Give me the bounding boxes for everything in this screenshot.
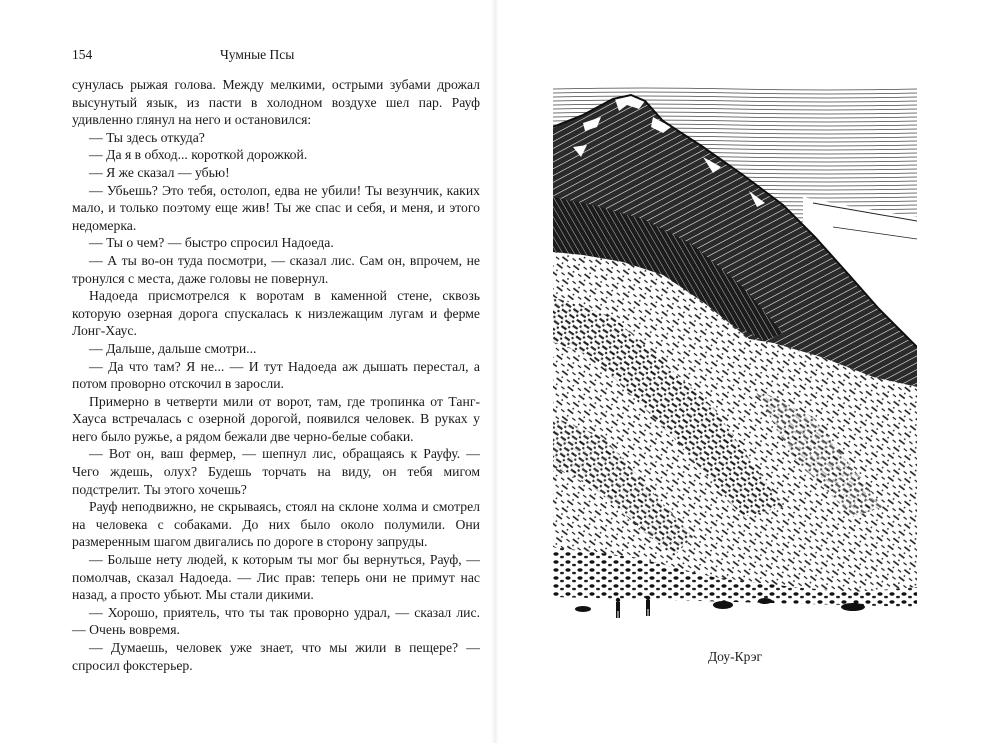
paragraph: — Я же сказал — убью!	[89, 164, 230, 180]
paragraph: — Да что там? Я не... — И тут Надоеда аж дышать перестал, а потом проворно отскочил в заросли.	[72, 358, 480, 392]
page-number: 154	[72, 47, 93, 62]
running-title: Чумные Псы	[220, 47, 295, 62]
paragraph: — Вот он, ваш фермер, — шепнул лис, обращаясь к Рауфу. — Чего ждешь, олух? Будешь торчать на виду, он тебя мигом подстрелит. Ты этого хочешь?	[72, 446, 480, 497]
book-gutter	[491, 0, 499, 743]
paragraph: — Больше нету людей, к которым ты мог бы вернуться, Рауф, — помолчав, сказал Надоеда. — Лис прав: теперь они не примут нас назад, а просто убьют. Мы стали дикими.	[72, 552, 480, 603]
illustration-caption: Доу-Крэг	[707, 649, 763, 664]
paragraph: — Да я в обход... короткой дорожкой.	[89, 147, 308, 163]
paragraph: Примерно в четверти мили от ворот, там, где тропинка от Танг-Хауса встречалась с озерной дорогой, появился человек. В руках у него было ружье, а рядом бежали две черно-белые собаки.	[72, 393, 480, 444]
paragraph: — А ты во-он туда посмотри, — сказал лис. Сам он, впрочем, не тронулся с места, даже головы не повернул.	[72, 252, 480, 286]
paragraph: — Ты о чем? — быстро спросил Надоеда.	[89, 235, 334, 251]
paragraph: — Ты здесь откуда?	[89, 129, 205, 145]
paragraph: Рауф неподвижно, не скрываясь, стоял на склоне холма и смотрел на человека с собаками. До них было около полумили. Они размеренным шагом двигались по дороге в сторону запруды.	[72, 499, 480, 550]
mountain-illustration	[553, 87, 917, 634]
paragraph: Надоеда присмотрелся к воротам в каменной стене, сквозь которую озерная дорога спускалась к низлежащим лугам и ферме Лонг-Хаус.	[72, 288, 480, 339]
paragraph: — Думаешь, человек уже знает, что мы жили в пещере? — спросил фокстерьер.	[72, 640, 480, 673]
body-text	[72, 76, 480, 674]
paragraph: — Хорошо, приятель, что ты так проворно удрал, — сказал лис. — Очень вовремя.	[72, 604, 480, 638]
paragraph: — Дальше, дальше смотри...	[89, 340, 257, 356]
paragraph: сунулась рыжая голова. Между мелкими, острыми зубами дрожал высунутый язык, из пасти в холодном воздухе шел пар. Рауф удивленно глянул на него и остановился:	[72, 77, 480, 128]
paragraph: — Убьешь? Это тебя, остолоп, едва не убили! Ты везунчик, каких мало, и только поэтому еще жив! Ты же спас и себя, и меня, и этого недомерка.	[72, 182, 480, 233]
